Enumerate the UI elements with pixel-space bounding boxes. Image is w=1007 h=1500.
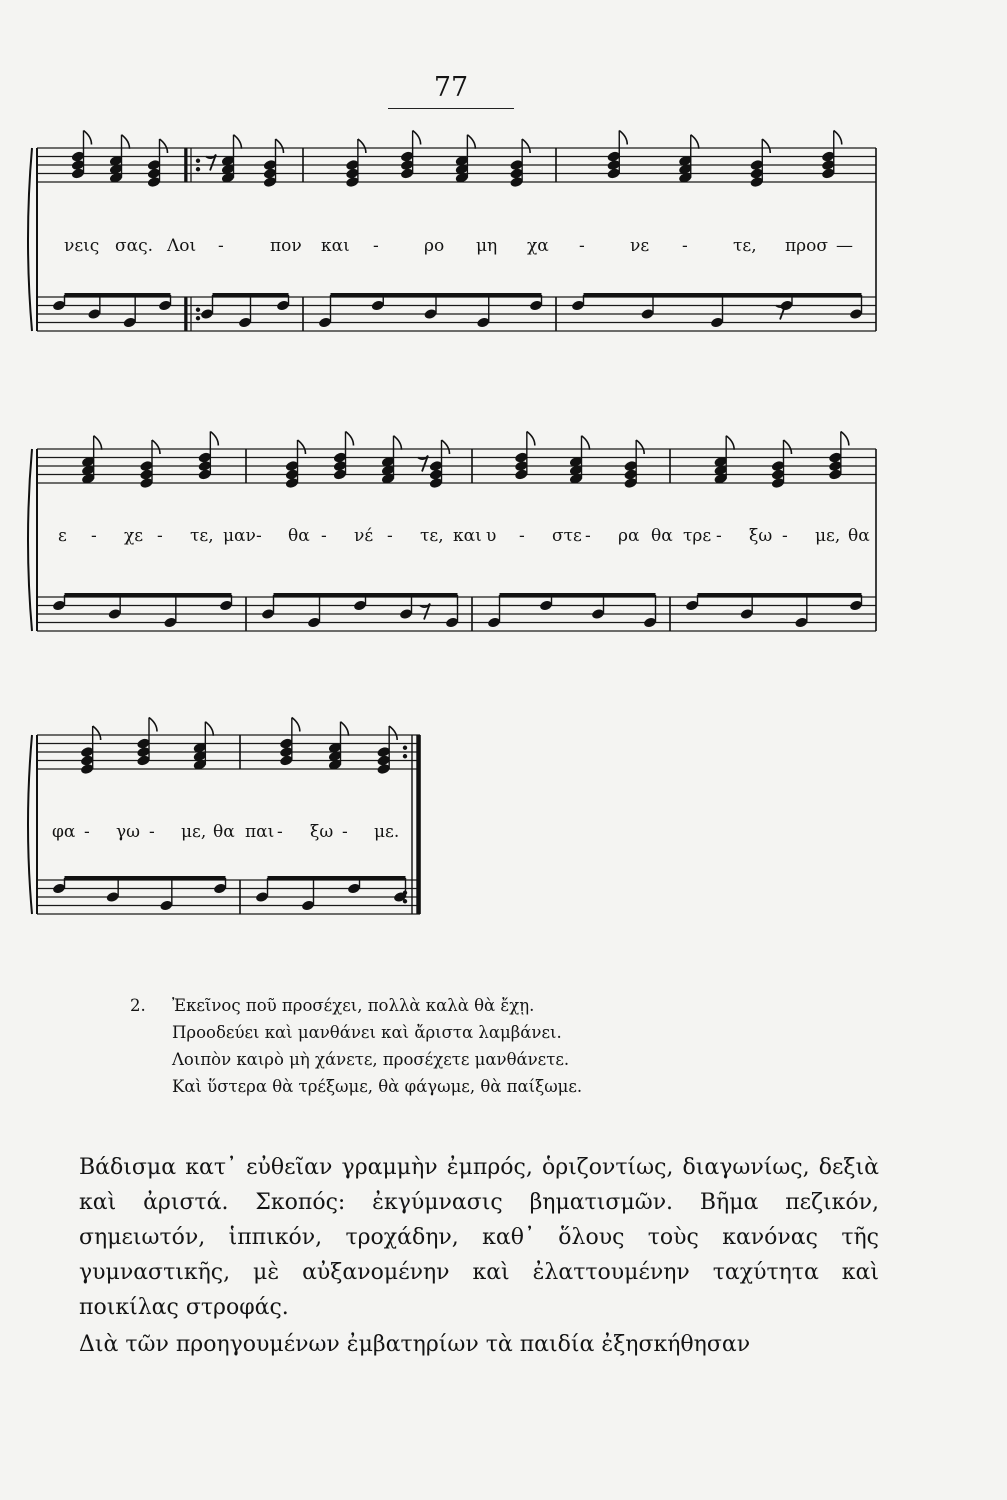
repeat-dot xyxy=(196,167,200,171)
lyric-syllable: - xyxy=(585,526,591,546)
lyric-syllable: σας. xyxy=(115,236,154,256)
note-flag xyxy=(160,139,168,153)
lyric-syllable: ξω xyxy=(749,526,773,546)
lyric-syllable: νέ xyxy=(354,526,374,546)
lyric-syllable: τε, xyxy=(190,526,214,546)
system-brace xyxy=(28,148,32,331)
note-flag xyxy=(726,436,734,450)
note-flag xyxy=(636,440,644,454)
note-flag xyxy=(619,131,627,145)
lyric-syllable: - xyxy=(782,526,788,546)
lyric-syllable: νε xyxy=(630,236,650,256)
lyric-syllable: - xyxy=(91,526,97,546)
lyric-syllable: μαν xyxy=(223,526,256,546)
lyric-syllable: με. xyxy=(374,822,400,842)
note-flag xyxy=(358,139,366,153)
lyric-syllable: χε xyxy=(124,526,144,546)
lyric-syllable: πον xyxy=(270,236,302,256)
note-flag xyxy=(522,139,530,153)
lyric-syllable: με, xyxy=(181,822,207,842)
repeat-dot xyxy=(403,746,407,750)
note-flag xyxy=(413,131,421,145)
note-flag xyxy=(205,722,213,736)
lyric-syllable: - xyxy=(218,236,224,256)
note-flag xyxy=(691,135,699,149)
lyric-syllable: ε xyxy=(58,526,67,546)
lyric-syllable: - xyxy=(149,822,155,842)
note-flag xyxy=(210,432,218,446)
verse-line: Προοδεύει καὶ μανθάνει καὶ ἄριστα λαμβάνει. xyxy=(172,1023,562,1042)
lyric-syllable: - xyxy=(84,822,90,842)
lyric-syllable: με, xyxy=(815,526,841,546)
body-text xyxy=(79,1150,879,1362)
system-brace xyxy=(28,449,32,631)
note-flag xyxy=(762,139,770,153)
note-flag xyxy=(341,722,349,736)
lyric-syllable: γω xyxy=(116,822,141,842)
note-flag xyxy=(93,726,101,740)
lyric-syllable: τε, xyxy=(420,526,444,546)
lyric-syllable: χα xyxy=(527,236,549,256)
verse-block xyxy=(132,992,582,1100)
lyric-syllable: νεις xyxy=(64,236,100,256)
note-flag xyxy=(784,440,792,454)
repeat-dot xyxy=(403,754,407,758)
lyric-syllable: - xyxy=(519,526,525,546)
note-flag xyxy=(467,135,475,149)
lyric-syllable: - xyxy=(373,236,379,256)
repeat-dot xyxy=(403,899,407,903)
note-flag xyxy=(122,135,130,149)
body-paragraph: Βάδισμα κατ᾽ εὐθεῖαν γραμμὴν ἐμπρός, ὁριζοντίως, διαγωνίως, δεξιὰ καὶ ἀριστά. Σκοπός: ἐκγύμνασις βηματισμῶν. Βῆμα πεζικόν, σημειωτόν, ἱππικόν, τροχάδην, καθ᾽ ὅλους τοὺς κανόνας τῆς γυμναστικῆς, μὲ αὐξανομένην καὶ ἐλαττουμένην ταχύτητα καὶ ποικίλας στροφάς. xyxy=(79,1155,879,1320)
lyric-syllable: στε xyxy=(552,526,582,546)
verse-line: Ἐκεῖνος ποῦ προσέχει, πολλὰ καλὰ θὰ ἔχῃ. xyxy=(172,996,535,1015)
lyric-syllable: - xyxy=(321,526,327,546)
lyric-syllable: ξω xyxy=(310,822,334,842)
lyric-syllable: - xyxy=(579,236,585,256)
page-number: 77 xyxy=(433,72,469,103)
lyric-syllable: - xyxy=(387,526,393,546)
lyric-syllable: θα xyxy=(651,526,673,546)
note-flag xyxy=(582,436,590,450)
lyric-syllable: προσ xyxy=(785,236,829,256)
lyric-syllable: και xyxy=(453,526,482,546)
lyric-syllable: - xyxy=(256,526,262,546)
note-flag xyxy=(389,726,397,740)
note-flag xyxy=(292,718,300,732)
lyric-syllable: τε, xyxy=(733,236,757,256)
lyric-syllable: θα xyxy=(848,526,870,546)
verse-line: Λοιπὸν καιρὸ μὴ χάνετε, προσέχετε μανθάνετε. xyxy=(172,1050,570,1069)
note-flag xyxy=(94,436,102,450)
lyric-syllable: θα xyxy=(288,526,310,546)
note-flag xyxy=(298,440,306,454)
note-flag xyxy=(442,440,450,454)
lyric-syllable: - xyxy=(716,526,722,546)
lyric-syllable: και xyxy=(321,236,350,256)
note-flag xyxy=(346,432,354,446)
note-flag xyxy=(527,432,535,446)
lyric-syllable: - xyxy=(682,236,688,256)
repeat-dot xyxy=(196,308,200,312)
note-flag xyxy=(84,131,92,145)
lyric-syllable: - xyxy=(342,822,348,842)
note-flag xyxy=(394,436,402,450)
note-flag xyxy=(841,432,849,446)
note-flag xyxy=(234,135,242,149)
system-brace xyxy=(28,735,32,914)
note-flag xyxy=(152,440,160,454)
repeat-dot xyxy=(403,891,407,895)
lyric-syllable: Λοι xyxy=(167,236,197,256)
body-paragraph: Διὰ τῶν προηγουμένων ἐμβατηρίων τὰ παιδία ἐξησκήθησαν xyxy=(79,1332,751,1357)
lyric-syllable: υ xyxy=(486,526,497,546)
lyric-syllable: — xyxy=(836,236,853,256)
verse-number: 2. xyxy=(130,996,146,1015)
lyric-syllable: μη xyxy=(476,236,498,256)
lyric-syllable: ρα xyxy=(618,526,640,546)
lyric-syllable: - xyxy=(157,526,163,546)
lyric-syllable: φα xyxy=(52,822,76,842)
lyric-syllable: θα xyxy=(213,822,235,842)
note-flag xyxy=(149,718,157,732)
lyric-syllable: παι xyxy=(245,822,275,842)
verse-line: Καὶ ὕστερα θὰ τρέξωμε, θὰ φάγωμε, θὰ παίξωμε. xyxy=(172,1077,583,1096)
lyric-syllable: - xyxy=(277,822,283,842)
lyric-syllable: ρο xyxy=(424,236,445,256)
note-flag xyxy=(834,131,842,145)
repeat-dot xyxy=(196,316,200,320)
note-flag xyxy=(276,139,284,153)
repeat-dot xyxy=(196,159,200,163)
lyric-syllable: τρε xyxy=(683,526,712,546)
